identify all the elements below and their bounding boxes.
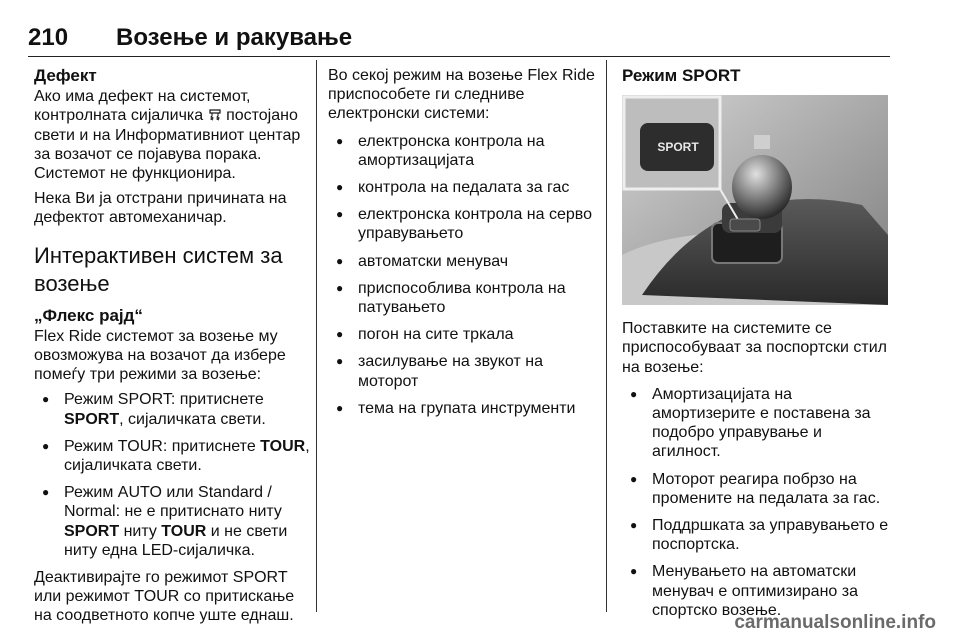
defect-text-b: постојано свети и на Информативниот центар за возачот се појавува порака. Системот не функционира. [34, 107, 301, 183]
page-title: Возење и ракување [116, 24, 353, 51]
flexride-paragraph: Flex Ride системот за возење му овозможува на возачот да избере помеѓу три режими за возење: [34, 327, 286, 384]
list-item: ● засилување на звукот на моторот [328, 352, 600, 390]
list-item: ● електронска контрола на амортизацијата [328, 132, 600, 170]
sport-intro: Поставките на системите се приспособуваат за поспортски стил на возење: [622, 320, 887, 376]
defect-heading: Дефект [34, 66, 97, 85]
column-2 [328, 66, 600, 426]
sport-button-label: SPORT [657, 140, 699, 155]
column-3 [622, 66, 890, 628]
page-number: 210 [28, 24, 69, 51]
list-item: ● тема на групата инструменти [328, 399, 600, 418]
column-divider-1 [316, 60, 317, 612]
section-heading: Интерактивен систем за возење [34, 242, 283, 296]
sport-effects-list [622, 385, 890, 620]
watermark: carmanualsonline.info [734, 612, 936, 633]
systems-intro: Во секој режим на возење Flex Ride приспособете ги следниве електронски системи: [328, 67, 595, 123]
sport-button-photo [622, 95, 888, 305]
gear-shifter-illustration [622, 95, 888, 305]
page-header [28, 22, 890, 57]
list-item: ● Режим AUTO или Standard / Normal: не е притиснато ниту SPORT ниту TOUR и не свети ниту една LED-сијаличка. [34, 483, 310, 560]
list-item: ● Поддршката за управувањето е поспортска. [622, 516, 890, 554]
list-item: ● контрола на педалата за гас [328, 178, 600, 197]
mode-list [34, 390, 310, 560]
list-item: ● погон на сите тркала [328, 325, 600, 344]
sport-heading: Режим SPORT [622, 66, 741, 85]
defect-paragraph-2: Нека Ви ја отстрани причината на дефектот автомеханичар. [34, 190, 287, 227]
column-1 [34, 66, 310, 632]
list-item: ● Моторот реагира побрзо на промените на педалата за гас. [622, 470, 890, 508]
list-item: ● приспособлива контрола на патувањето [328, 279, 600, 317]
list-item: ● Менувањето на автоматски менувач е оптимизирано за спортско возење. [622, 562, 890, 620]
defect-text-a: Ако има дефект на системот, контролната сијаличка [34, 88, 251, 125]
flexride-heading: „Флекс рајд“ [34, 305, 143, 325]
deactivate-paragraph: Деактивирајте го режимот SPORT или режимот TOUR со притискање на соодветното копче уште еднаш. [34, 569, 295, 625]
systems-list [328, 132, 600, 418]
list-item: ● Режим TOUR: притиснете TOUR, сијаличката свети. [34, 437, 310, 475]
column-divider-2 [606, 60, 607, 612]
list-item: ● електронска контрола на серво управувањето [328, 205, 600, 243]
defect-paragraph-1 [34, 87, 310, 183]
list-item: ● Амортизацијата на амортизерите е поставена за подобро управување и агилност. [622, 385, 890, 462]
list-item: ● автоматски менувач [328, 252, 600, 271]
suspension-warning-icon [208, 108, 222, 122]
list-item: ● Режим SPORT: притиснете SPORT, сијаличката свети. [34, 390, 310, 428]
